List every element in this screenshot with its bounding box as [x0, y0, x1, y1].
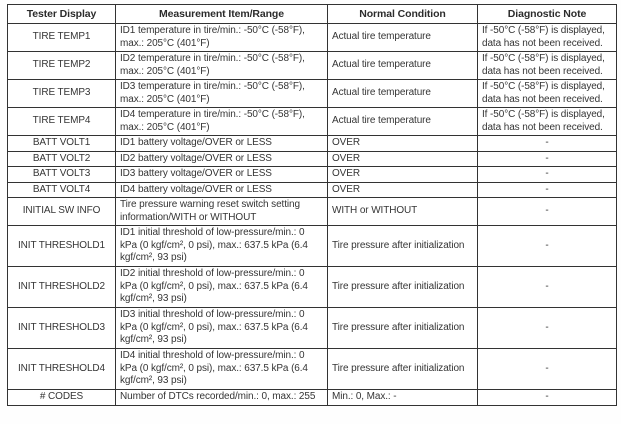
- measurement-cell: ID4 initial threshold of low-pressure/min.: 0 kPa (0 kgf/cm², 0 psi), max.: 637.5 kPa (6.4 kgf/cm², 93 psi): [116, 349, 328, 390]
- normal-condition-cell: OVER: [328, 136, 478, 152]
- normal-condition-cell: WITH or WITHOUT: [328, 198, 478, 226]
- measurement-cell: ID1 battery voltage/OVER or LESS: [116, 136, 328, 152]
- tester-display-cell: TIRE TEMP4: [8, 108, 116, 136]
- table-row: [8, 390, 617, 406]
- measurement-cell: ID4 temperature in tire/min.: -50°C (-58°F), max.: 205°C (401°F): [116, 108, 328, 136]
- diagnostic-note-cell: -: [478, 136, 617, 152]
- table-row: [8, 167, 617, 183]
- table-row: [8, 151, 617, 167]
- normal-condition-cell: Tire pressure after initialization: [328, 267, 478, 308]
- tester-display-cell: TIRE TEMP3: [8, 80, 116, 108]
- tester-display-cell: TIRE TEMP2: [8, 52, 116, 80]
- normal-condition-cell: Actual tire temperature: [328, 52, 478, 80]
- diagnostic-note-cell: -: [478, 167, 617, 183]
- diagnostic-note-cell: -: [478, 349, 617, 390]
- tester-display-cell: TIRE TEMP1: [8, 24, 116, 52]
- measurement-cell: ID3 initial threshold of low-pressure/min.: 0 kPa (0 kgf/cm², 0 psi), max.: 637.5 kPa (6.4 kgf/cm², 93 psi): [116, 308, 328, 349]
- normal-condition-cell: Actual tire temperature: [328, 108, 478, 136]
- measurement-cell: Number of DTCs recorded/min.: 0, max.: 255: [116, 390, 328, 406]
- measurement-cell: ID1 temperature in tire/min.: -50°C (-58°F), max.: 205°C (401°F): [116, 24, 328, 52]
- tester-display-cell: INITIAL SW INFO: [8, 198, 116, 226]
- diagnostic-note-cell: -: [478, 226, 617, 267]
- table-row: [8, 198, 617, 226]
- column-header-tester-display: Tester Display: [8, 5, 116, 24]
- diagnostic-note-cell: -: [478, 267, 617, 308]
- tester-display-cell: BATT VOLT1: [8, 136, 116, 152]
- diagnostic-note-cell: -: [478, 151, 617, 167]
- table-row: [8, 349, 617, 390]
- measurement-cell: ID3 battery voltage/OVER or LESS: [116, 167, 328, 183]
- table-row: [8, 52, 617, 80]
- tester-display-cell: BATT VOLT3: [8, 167, 116, 183]
- normal-condition-cell: Tire pressure after initialization: [328, 308, 478, 349]
- diagnostic-note-cell: If -50°C (-58°F) is displayed, data has not been received.: [478, 80, 617, 108]
- column-header-normal-condition: Normal Condition: [328, 5, 478, 24]
- measurement-cell: ID1 initial threshold of low-pressure/min.: 0 kPa (0 kgf/cm², 0 psi), max.: 637.5 kPa (6.4 kgf/cm², 93 psi): [116, 226, 328, 267]
- measurement-cell: ID2 battery voltage/OVER or LESS: [116, 151, 328, 167]
- table-row: [8, 80, 617, 108]
- normal-condition-cell: Actual tire temperature: [328, 80, 478, 108]
- table-row: [8, 267, 617, 308]
- diagnostic-note-cell: -: [478, 198, 617, 226]
- normal-condition-cell: OVER: [328, 151, 478, 167]
- tester-display-cell: INIT THRESHOLD4: [8, 349, 116, 390]
- tester-display-cell: INIT THRESHOLD2: [8, 267, 116, 308]
- table-row: [8, 136, 617, 152]
- diagnostic-note-cell: -: [478, 182, 617, 198]
- tester-display-cell: BATT VOLT4: [8, 182, 116, 198]
- table-row: [8, 226, 617, 267]
- diagnostic-note-cell: If -50°C (-58°F) is displayed, data has not been received.: [478, 52, 617, 80]
- measurement-cell: ID2 temperature in tire/min.: -50°C (-58°F), max.: 205°C (401°F): [116, 52, 328, 80]
- tester-display-table: [7, 4, 617, 406]
- measurement-cell: ID3 temperature in tire/min.: -50°C (-58°F), max.: 205°C (401°F): [116, 80, 328, 108]
- table-row: [8, 182, 617, 198]
- normal-condition-cell: Actual tire temperature: [328, 24, 478, 52]
- diagnostic-note-cell: -: [478, 308, 617, 349]
- measurement-cell: ID2 initial threshold of low-pressure/min.: 0 kPa (0 kgf/cm², 0 psi), max.: 637.5 kPa (6.4 kgf/cm², 93 psi): [116, 267, 328, 308]
- normal-condition-cell: Tire pressure after initialization: [328, 226, 478, 267]
- table-row: [8, 308, 617, 349]
- normal-condition-cell: OVER: [328, 182, 478, 198]
- normal-condition-cell: Tire pressure after initialization: [328, 349, 478, 390]
- tester-display-cell: INIT THRESHOLD3: [8, 308, 116, 349]
- column-header-diagnostic-note: Diagnostic Note: [478, 5, 617, 24]
- normal-condition-cell: OVER: [328, 167, 478, 183]
- header-row: [8, 5, 617, 24]
- normal-condition-cell: Min.: 0, Max.: -: [328, 390, 478, 406]
- diagnostic-note-cell: If -50°C (-58°F) is displayed, data has not been received.: [478, 24, 617, 52]
- diagnostic-note-cell: If -50°C (-58°F) is displayed, data has not been received.: [478, 108, 617, 136]
- table-row: [8, 108, 617, 136]
- table-row: [8, 24, 617, 52]
- measurement-cell: Tire pressure warning reset switch setting information/WITH or WITHOUT: [116, 198, 328, 226]
- tester-display-cell: # CODES: [8, 390, 116, 406]
- tester-display-table-container: [7, 4, 617, 406]
- tester-display-cell: INIT THRESHOLD1: [8, 226, 116, 267]
- column-header-measurement: Measurement Item/Range: [116, 5, 328, 24]
- tester-display-cell: BATT VOLT2: [8, 151, 116, 167]
- measurement-cell: ID4 battery voltage/OVER or LESS: [116, 182, 328, 198]
- diagnostic-note-cell: -: [478, 390, 617, 406]
